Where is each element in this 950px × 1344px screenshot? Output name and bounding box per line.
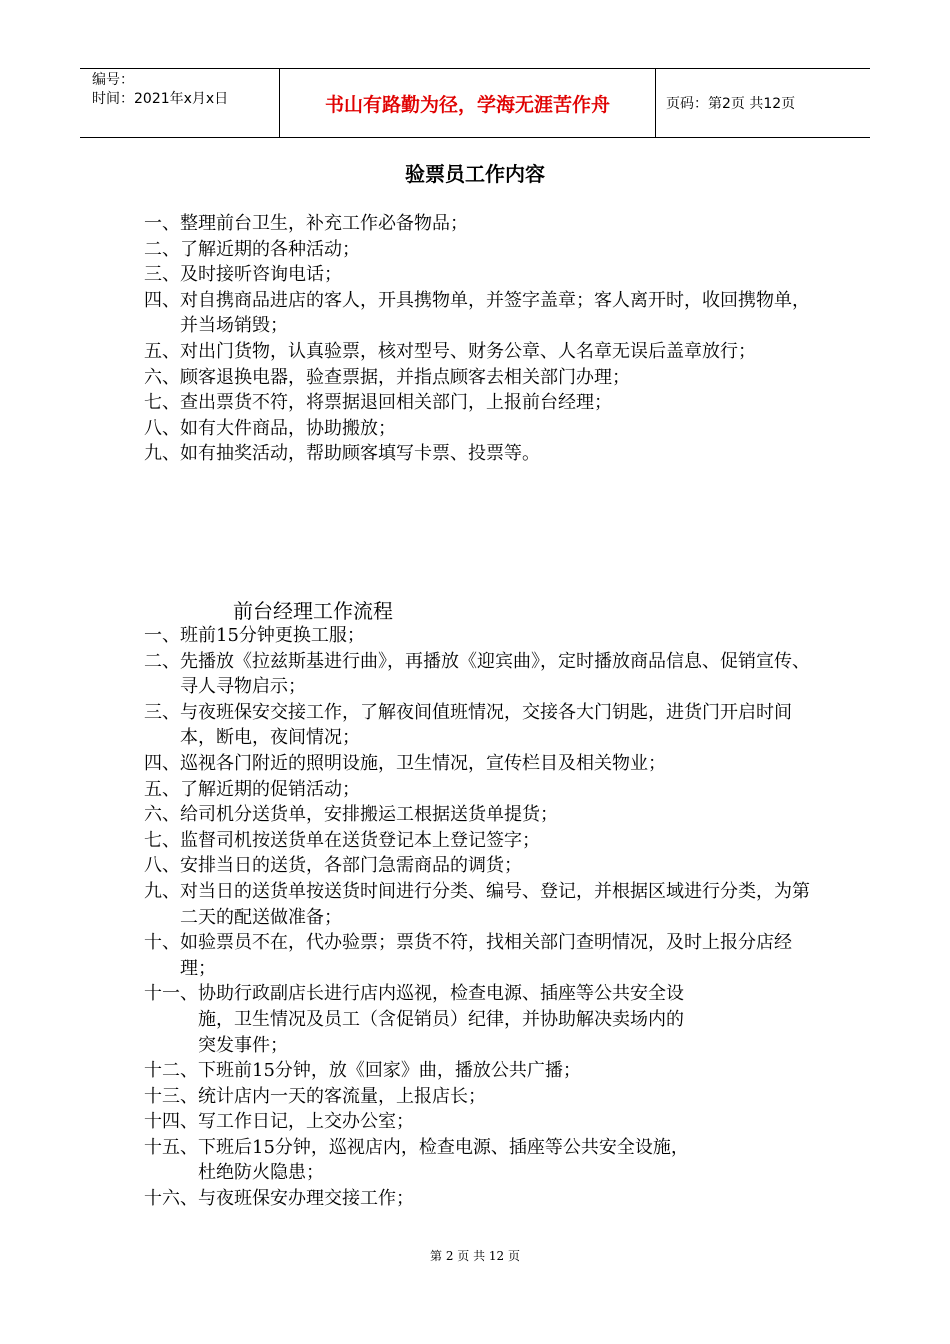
item-number: 二、 (144, 650, 180, 672)
list-item (144, 390, 824, 416)
item-text: 给司机分送货单，安排搬运工根据送货单提货； (180, 804, 558, 826)
list-item (144, 211, 824, 237)
item-number: 九、 (144, 880, 180, 902)
item-number: 十一、 (144, 983, 198, 1005)
item-text: 协助行政副店长进行店内巡视，检查电源、插座等公共安全设施，卫生情况及员工（含促销员）纪律，并协助解决卖场内的突发事件； (198, 983, 684, 1056)
item-number: 四、 (144, 752, 180, 774)
item-text: 与夜班保安交接工作，了解夜间值班情况，交接各大门钥匙，进货门开启时间本，断电，夜间情况； (180, 701, 792, 749)
item-number: 五、 (144, 340, 180, 362)
item-number: 七、 (144, 829, 180, 851)
list-item (144, 700, 824, 751)
item-text: 如有大件商品，协助搬放； (180, 417, 396, 439)
item-text: 顾客退换电器，验查票据，并指点顾客去相关部门办理； (180, 366, 630, 388)
list-item (144, 416, 824, 442)
list-item (144, 288, 824, 339)
item-number: 八、 (144, 417, 180, 439)
item-number: 六、 (144, 366, 180, 388)
item-text: 及时接听咨询电话； (180, 264, 342, 286)
item-number: 十三、 (144, 1085, 198, 1107)
list-item (144, 365, 824, 391)
header-meta-cell (80, 69, 280, 137)
item-text: 统计店内一天的客流量，上报店长； (198, 1085, 486, 1107)
document-number-label: 编号： (92, 72, 134, 88)
list-item (144, 802, 824, 828)
list-item (144, 1084, 824, 1110)
document-time-label: 时间：2021年x月x日 (92, 91, 229, 107)
item-text: 对出门货物，认真验票，核对型号、财务公章、人名章无误后盖章放行； (180, 340, 756, 362)
item-number: 一、 (144, 625, 180, 646)
item-text: 对当日的送货单按送货时间进行分类、编号、登记，并根据区域进行分类，为第二天的配送做准备； (180, 880, 810, 928)
list-item (144, 1186, 824, 1212)
list-item (144, 339, 824, 365)
item-number: 十六、 (144, 1188, 198, 1210)
list-item (144, 879, 824, 930)
list-item (144, 441, 824, 467)
item-text: 巡视各门附近的照明设施，卫生情况，宣传栏目及相关物业； (180, 752, 666, 774)
item-text: 安排当日的送货，各部门急需商品的调货； (180, 855, 522, 877)
item-number: 十四、 (144, 1111, 198, 1133)
item-number: 八、 (144, 855, 180, 877)
item-number: 五、 (144, 778, 180, 800)
item-text: 班前15分钟更换工服； (180, 625, 365, 646)
item-text: 下班后15分钟，巡视店内，检查电源、插座等公共安全设施，杜绝防火隐患； (198, 1136, 689, 1184)
list-item (144, 649, 824, 700)
list-item (144, 1109, 824, 1135)
item-text: 整理前台卫生，补充工作必备物品； (180, 213, 468, 234)
section2-list (144, 623, 824, 1212)
item-text: 如验票员不在，代办验票；票货不符，找相关部门查明情况，及时上报分店经理； (180, 932, 792, 979)
item-number: 三、 (144, 264, 180, 286)
list-item (144, 777, 824, 803)
list-item (144, 828, 824, 854)
item-number: 十二、 (144, 1060, 198, 1082)
page-footer: 第 2 页 共 12 页 (430, 1249, 520, 1263)
list-item (144, 623, 824, 649)
item-text: 写工作日记，上交办公室； (198, 1111, 414, 1133)
item-text: 如有抽奖活动，帮助顾客填写卡票、投票等。 (180, 443, 540, 465)
item-text: 查出票货不符，将票据退回相关部门，上报前台经理； (180, 392, 612, 414)
item-number: 十五、 (144, 1136, 198, 1158)
item-number: 十、 (144, 932, 180, 954)
header-page-info: 页码：第2页 共12页 (666, 96, 796, 112)
item-text: 监督司机按送货单在送货登记本上登记签字； (180, 829, 540, 851)
item-number: 七、 (144, 392, 180, 414)
item-text: 了解近期的促销活动； (180, 778, 360, 800)
item-number: 二、 (144, 238, 180, 260)
item-text: 对自携商品进店的客人，开具携物单，并签字盖章；客人离开时，收回携物单，并当场销毁； (180, 289, 810, 337)
item-number: 一、 (144, 213, 180, 234)
item-number: 三、 (144, 701, 180, 723)
section2-title: 前台经理工作流程 (233, 599, 393, 623)
list-item (144, 981, 689, 1058)
list-item (144, 1135, 694, 1186)
section1-list (144, 211, 824, 467)
item-number: 六、 (144, 804, 180, 826)
header-motto: 书山有路勤为径，学海无涯苦作舟 (280, 69, 656, 137)
item-text: 了解近期的各种活动； (180, 238, 360, 260)
item-number: 九、 (144, 443, 180, 465)
item-text: 与夜班保安办理交接工作； (198, 1188, 414, 1210)
item-text: 先播放《拉兹斯基进行曲》，再播放《迎宾曲》，定时播放商品信息、促销宣传、寻人寻物启示； (180, 650, 810, 698)
header-table (80, 68, 870, 138)
list-item (144, 853, 824, 879)
item-text: 下班前15分钟，放《回家》曲，播放公共广播； (198, 1060, 581, 1082)
section1-title: 验票员工作内容 (405, 162, 545, 186)
list-item (144, 262, 824, 288)
list-item (144, 751, 824, 777)
item-number: 四、 (144, 289, 180, 311)
list-item (144, 930, 824, 981)
list-item (144, 1058, 824, 1084)
list-item (144, 237, 824, 263)
